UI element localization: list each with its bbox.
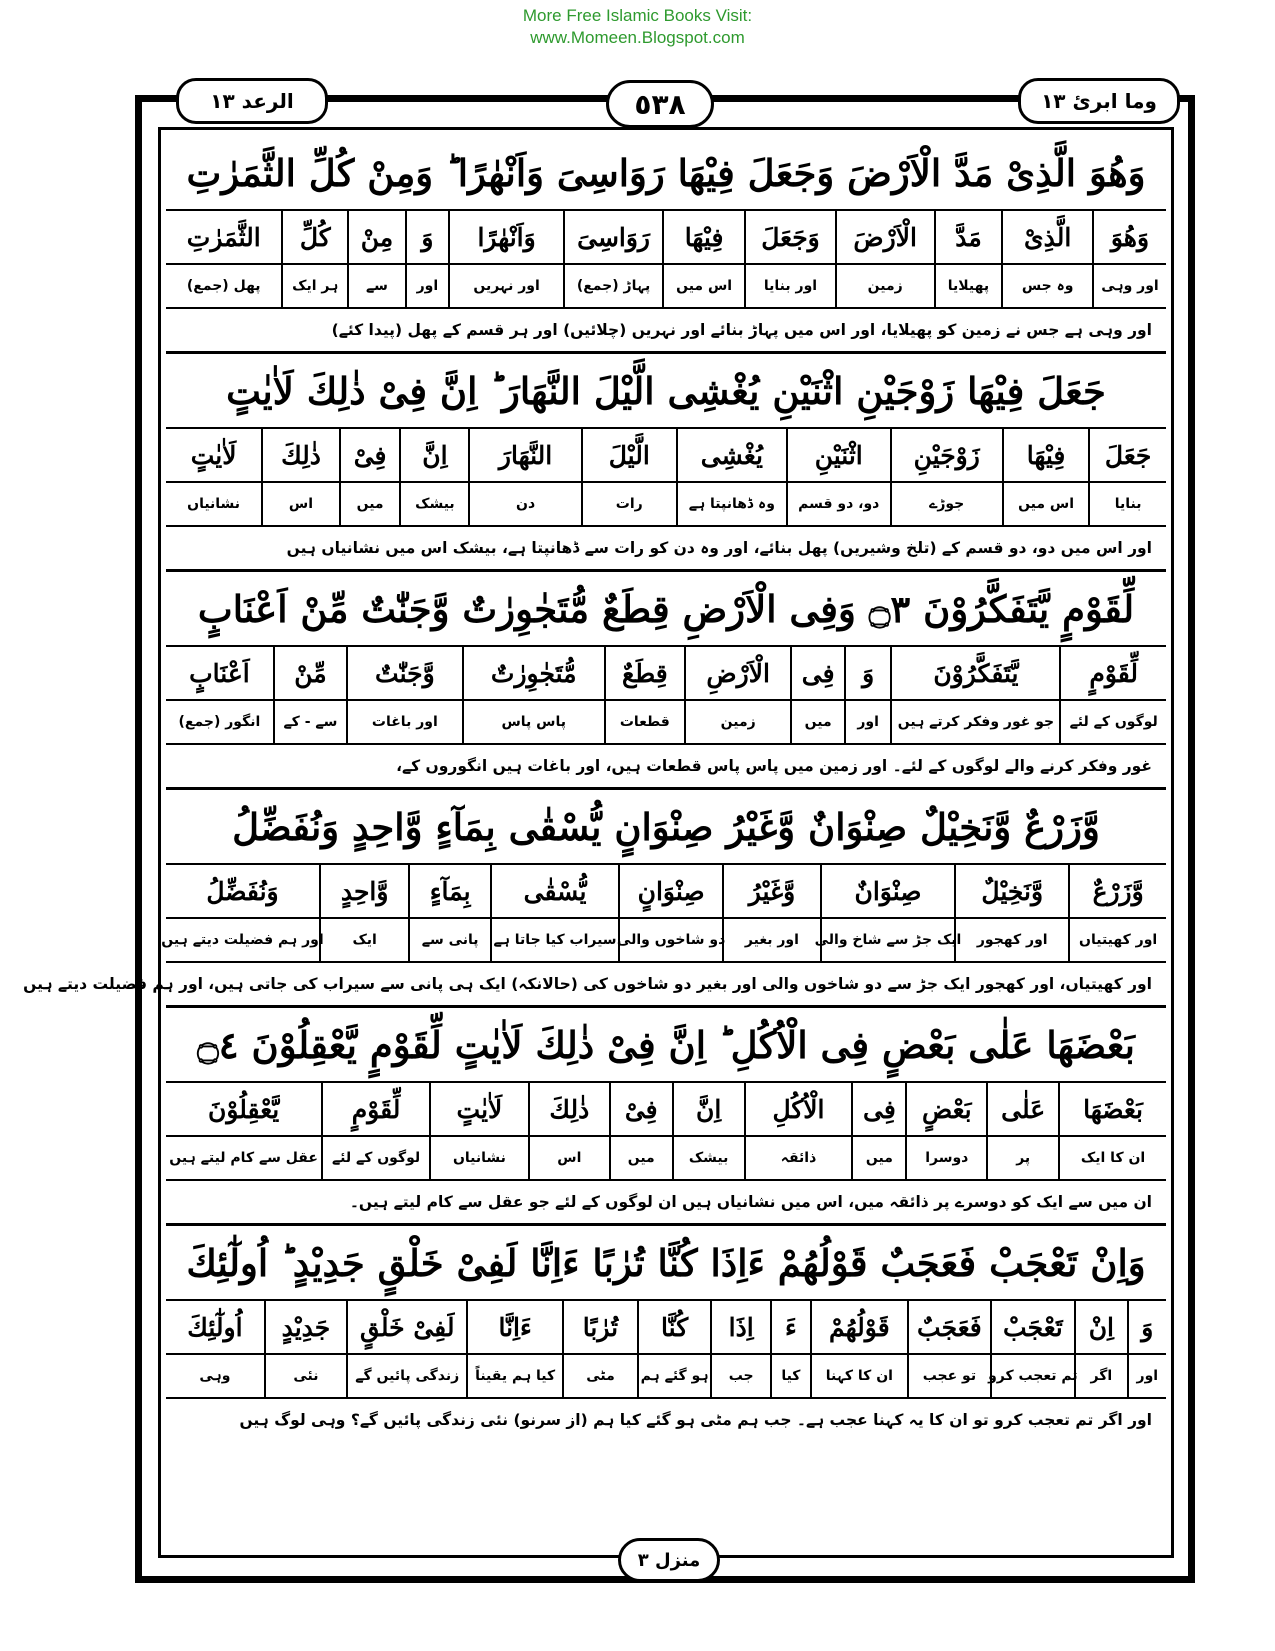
- word-meaning: اور کھیتیاں: [1079, 932, 1158, 948]
- arabic-word: الثَّمَرٰتِ: [166, 211, 281, 265]
- arabic-word: الْاُكُلِ: [746, 1083, 852, 1137]
- word-meaning: اس میں: [676, 278, 733, 294]
- arabic-word: وَاَنْهٰرًا: [450, 211, 563, 265]
- word-cell: [563, 211, 662, 307]
- word-meaning: جب: [728, 1368, 754, 1384]
- arabic-word: زَوْجَيْنِ: [892, 429, 1002, 483]
- verse-block: [166, 572, 1166, 790]
- arabic-verse-line: وَّزَرْعٌ وَّنَخِيْلٌ صِنْوَانٌ وَّغَيْرُ صِنْوَانٍ يُّسْقٰى بِمَآءٍ وَّاحِدٍ وَنُفَضِّلُ: [166, 790, 1166, 865]
- word-cell: [722, 865, 820, 961]
- word-meaning: دن: [516, 496, 536, 512]
- word-cell: [408, 865, 489, 961]
- word-cell: [907, 1301, 990, 1397]
- word-meaning: اس: [288, 496, 314, 512]
- word-meaning: قطعات: [619, 714, 670, 730]
- word-cell: [637, 1301, 710, 1397]
- word-meaning: اور: [416, 278, 439, 294]
- arabic-word: صِنْوَانٍ: [620, 865, 722, 919]
- word-meaning: لوگوں کے لئے: [331, 1150, 421, 1166]
- arabic-word: اِنَّ: [674, 1083, 744, 1137]
- word-meaning: جو غور وفکر کرتے ہیں: [897, 714, 1055, 730]
- word-cell: [339, 429, 399, 525]
- word-meaning: انگور (جمع): [178, 714, 261, 730]
- arabic-word: تَعْجَبْ: [992, 1301, 1074, 1355]
- word-cell: [744, 211, 835, 307]
- word-meaning: زندگی پائیں گے: [355, 1368, 460, 1384]
- word-cell: [676, 429, 786, 525]
- word-meaning: بنایا: [1114, 496, 1142, 512]
- word-cell: [581, 429, 676, 525]
- word-cell: [166, 647, 273, 743]
- word-meaning: کیا ہم یقیناً: [475, 1368, 556, 1384]
- word-by-word-grid: [166, 1083, 1166, 1181]
- promo-line-1[interactable]: More Free Islamic Books Visit:: [522, 6, 753, 25]
- word-cell: [934, 211, 1002, 307]
- word-meaning: سیراب کیا جاتا ہے: [493, 932, 617, 948]
- word-cell: [1127, 1301, 1166, 1397]
- word-meaning: ایک: [352, 932, 377, 948]
- arabic-word: فِى: [853, 1083, 905, 1137]
- word-meaning: تم تعجب کرو: [988, 1368, 1078, 1384]
- word-by-word-grid: [161, 865, 1166, 963]
- arabic-word: ءَ: [772, 1301, 809, 1355]
- arabic-word: فِىْ: [611, 1083, 672, 1137]
- word-cell: [1092, 211, 1166, 307]
- word-meaning: سے - کے: [283, 714, 338, 730]
- word-cell: [562, 1301, 637, 1397]
- word-cell: [744, 1083, 852, 1179]
- word-meaning: نئی: [293, 1368, 319, 1384]
- arabic-word: لِّقَوْمٍ: [323, 1083, 429, 1137]
- word-meaning: اس میں: [1018, 496, 1075, 512]
- word-cell: [988, 1301, 1078, 1397]
- word-cell: [662, 211, 744, 307]
- word-cell: [321, 1083, 429, 1179]
- word-meaning: اگر: [1090, 1368, 1113, 1384]
- verse-block: [166, 354, 1166, 572]
- surah-name-label: الرعد ١٣: [176, 78, 328, 124]
- arabic-word: ءَاِنَّا: [468, 1301, 562, 1355]
- word-cell: [161, 865, 324, 961]
- arabic-word: الْاَرْضَ: [837, 211, 934, 265]
- word-meaning: ان کا ایک: [1080, 1150, 1146, 1166]
- word-meaning: ہو گئے ہم: [640, 1368, 709, 1384]
- arabic-word: عَلٰى: [988, 1083, 1058, 1137]
- word-cell: [429, 1083, 528, 1179]
- arabic-word: فِيْهَا: [664, 211, 744, 265]
- arabic-word: فِى: [792, 647, 843, 701]
- word-meaning: زمین: [867, 278, 903, 294]
- word-cell: [448, 211, 563, 307]
- word-cell: [319, 865, 409, 961]
- word-meaning: نشانیاں: [187, 496, 241, 512]
- word-cell: [786, 429, 890, 525]
- word-meaning: عقل سے کام لیتے ہیں: [169, 1150, 318, 1166]
- word-meaning: اور کھجور: [976, 932, 1048, 948]
- word-meaning: پھل (جمع): [186, 278, 261, 294]
- arabic-word: اَعْنَابٍ: [166, 647, 273, 701]
- word-meaning: پھیلایا: [947, 278, 990, 294]
- word-meaning: زمین: [720, 714, 756, 730]
- arabic-verse-line: بَعْضَهَا عَلٰى بَعْضٍ فِى الْاُكُلِ ؕ اِنَّ فِىْ ذٰلِكَ لَاٰيٰتٍ لِّقَوْمٍ يَّعْقِلُوْنَ ۝٤: [166, 1008, 1166, 1083]
- word-meaning: وہ جس: [1021, 278, 1074, 294]
- word-cell: [166, 1301, 264, 1397]
- arabic-word: بِمَآءٍ: [410, 865, 489, 919]
- word-cell: [347, 211, 405, 307]
- arabic-word: جَدِيْدٍ: [266, 1301, 347, 1355]
- arabic-word: بَعْضَهَا: [1060, 1083, 1166, 1137]
- word-cell: [1002, 429, 1088, 525]
- word-cell: [490, 865, 618, 961]
- arabic-word: اِنَّ: [401, 429, 468, 483]
- word-meaning: میں: [865, 1150, 893, 1166]
- arabic-word: وَجَعَلَ: [746, 211, 835, 265]
- urdu-translation-line: اور اگر تم تعجب کرو تو ان کا یہ کہنا عجب ہے۔ جب ہم مٹی ہو گئے کیا ہم (از سرنو) نئی زندگی پائیں گے؟ وہی لوگ ہیں: [239, 1411, 1152, 1429]
- word-cell: [466, 1301, 562, 1397]
- arabic-word: وَّغَيْرُ: [724, 865, 820, 919]
- word-meaning: پہاڑ (جمع): [576, 278, 651, 294]
- arabic-word: الَّيْلَ: [583, 429, 676, 483]
- arabic-word: وَ: [846, 647, 891, 701]
- word-by-word-grid: [166, 429, 1166, 527]
- word-by-word-grid: [166, 211, 1166, 309]
- arabic-word: لَاٰيٰتٍ: [166, 429, 261, 483]
- word-cell: [1074, 1301, 1127, 1397]
- word-cell: [810, 1301, 908, 1397]
- word-meaning: رات: [615, 496, 643, 512]
- word-cell: [166, 1083, 321, 1179]
- word-cell: [1068, 865, 1166, 961]
- page-number: ٥٣٨: [606, 80, 714, 128]
- arabic-word: وَهُوَ: [1094, 211, 1166, 265]
- word-cell: [835, 211, 934, 307]
- arabic-word: يَّتَفَكَّرُوْنَ: [892, 647, 1059, 701]
- arabic-word: النَّهَارَ: [470, 429, 580, 483]
- arabic-word: لَاٰيٰتٍ: [431, 1083, 528, 1137]
- arabic-word: مُّتَجٰوِرٰتٌ: [464, 647, 604, 701]
- juz-name-label: وما ابرئ ١٣: [1018, 78, 1180, 124]
- word-cell: [790, 647, 843, 743]
- word-meaning: نشانیاں: [452, 1150, 506, 1166]
- arabic-verse-line: وَاِنْ تَعْجَبْ فَعَجَبٌ قَوْلُهُمْ ءَاِذَا كُنَّا تُرٰبًا ءَاِنَّا لَفِىْ خَلْقٍ جَدِيْدٍ ؕ اُولٰٓئِكَ: [166, 1226, 1166, 1301]
- arabic-word: الْاَرْضِ: [686, 647, 791, 701]
- arabic-word: جَعَلَ: [1090, 429, 1166, 483]
- arabic-word: بَعْضٍ: [907, 1083, 986, 1137]
- word-cell: [710, 1301, 770, 1397]
- word-cell: [604, 647, 684, 743]
- arabic-word: مِنْ: [349, 211, 405, 265]
- word-cell: [261, 429, 339, 525]
- word-cell: [166, 429, 261, 525]
- word-cell: [814, 865, 962, 961]
- word-meaning: اور بنایا: [763, 278, 818, 294]
- word-cell: [890, 429, 1002, 525]
- word-meaning: میں: [804, 714, 832, 730]
- word-meaning: دو شاخوں والی: [616, 932, 726, 948]
- word-meaning: اور بغیر: [744, 932, 799, 948]
- arabic-word: اِذَا: [712, 1301, 770, 1355]
- word-cell: [986, 1083, 1058, 1179]
- word-cell: [1088, 429, 1166, 525]
- word-meaning: اس: [557, 1150, 582, 1166]
- arabic-word: صِنْوَانٌ: [822, 865, 954, 919]
- arabic-word: رَوَاسِىَ: [565, 211, 662, 265]
- word-cell: [609, 1083, 672, 1179]
- word-cell: [166, 211, 281, 307]
- word-cell: [405, 211, 448, 307]
- promo-link[interactable]: www.Momeen.Blogspot.com: [530, 28, 745, 47]
- arabic-word: لِّقَوْمٍ: [1061, 647, 1166, 701]
- arabic-word: فِيْهَا: [1004, 429, 1088, 483]
- word-meaning: بیشک: [415, 496, 455, 512]
- word-cell: [281, 211, 347, 307]
- word-by-word-grid: [166, 1301, 1166, 1399]
- arabic-word: مِّنْ: [275, 647, 346, 701]
- arabic-word: اُولٰٓئِكَ: [166, 1301, 264, 1355]
- word-meaning: ان کا کہنا: [825, 1368, 893, 1384]
- arabic-word: اِنْ: [1076, 1301, 1127, 1355]
- word-meaning: اور وہی: [1101, 278, 1159, 294]
- word-cell: [954, 865, 1068, 961]
- urdu-translation-line: اور کھیتیاں، اور کھجور ایک جڑ سے دو شاخوں والی اور بغیر دو شاخوں کی (حالانکہ) ایک ہی پانی سے سیراب کی جاتی ہیں، اور ہم فضیلت دیتے ہیں: [166, 963, 1166, 1008]
- manzil-label: منزل ٣: [618, 1538, 720, 1582]
- verse-blocks: [23, 136, 1166, 1441]
- arabic-word: اثْنَيْنِ: [788, 429, 890, 483]
- urdu-translation-line: اور وہی ہے جس نے زمین کو پھیلایا، اور اس میں پہاڑ بنائے اور نہریں (چلائیں) اور ہر قسم کے پھل (پیدا کئے): [166, 309, 1166, 354]
- verse-block: [166, 136, 1166, 354]
- word-cell: [273, 647, 346, 743]
- arabic-word: فَعَجَبٌ: [909, 1301, 990, 1355]
- arabic-word: قِطَعٌ: [606, 647, 684, 701]
- word-cell: [890, 647, 1059, 743]
- arabic-word: مَدَّ: [936, 211, 1002, 265]
- word-meaning: پانی سے: [421, 932, 479, 948]
- word-meaning: ذائقہ: [780, 1150, 817, 1166]
- word-meaning: جوڑے: [929, 496, 965, 512]
- word-meaning: مٹی: [586, 1368, 615, 1384]
- arabic-verse-line: لِّقَوْمٍ يَّتَفَكَّرُوْنَ ۝٣ وَفِى الْاَرْضِ قِطَعٌ مُّتَجٰوِرٰتٌ وَّجَنّٰتٌ مِّنْ اَعْنَابٍ: [166, 572, 1166, 647]
- arabic-word: ذٰلِكَ: [530, 1083, 609, 1137]
- arabic-word: تُرٰبًا: [564, 1301, 637, 1355]
- verse-block: [166, 1226, 1166, 1441]
- arabic-word: وَنُفَضِّلُ: [166, 865, 319, 919]
- arabic-word: ذٰلِكَ: [263, 429, 339, 483]
- arabic-word: وَّجَنّٰتٌ: [348, 647, 462, 701]
- arabic-word: يُّسْقٰى: [492, 865, 618, 919]
- word-cell: [1001, 211, 1092, 307]
- word-meaning: لوگوں کے لئے: [1069, 714, 1158, 730]
- word-cell: [399, 429, 468, 525]
- word-cell: [346, 647, 462, 743]
- arabic-verse-line: جَعَلَ فِيْهَا زَوْجَيْنِ اثْنَيْنِ يُغْشِى الَّيْلَ النَّهَارَ ؕ اِنَّ فِىْ ذٰلِكَ لَاٰيٰتٍ: [166, 354, 1166, 429]
- word-meaning: اور باغات: [371, 714, 438, 730]
- urdu-translation-line: ان میں سے ایک کو دوسرے پر ذائقہ میں، اس میں نشانیاں ہیں ان لوگوں کے لئے جو عقل سے کام لیتے ہیں۔: [166, 1181, 1166, 1226]
- word-meaning: کیا: [781, 1368, 801, 1384]
- word-meaning: سے: [365, 278, 388, 294]
- word-meaning: اور نہریں: [473, 278, 540, 294]
- arabic-word: يَّعْقِلُوْنَ: [166, 1083, 321, 1137]
- arabic-word: قَوْلُهُمْ: [812, 1301, 908, 1355]
- word-cell: [468, 429, 580, 525]
- word-meaning: اور: [1136, 1368, 1159, 1384]
- word-meaning: پاس پاس: [501, 714, 566, 730]
- word-meaning: دو، دو قسم: [798, 496, 880, 512]
- arabic-word: يُغْشِى: [678, 429, 786, 483]
- word-cell: [462, 647, 604, 743]
- urdu-translation-line: اور اس میں دو، دو قسم کے (تلخ وشیریں) پھل بنائے، اور وہ دن کو رات سے ڈھانپتا ہے، بیشک اس میں نشانیاں ہیں: [166, 527, 1166, 572]
- arabic-word: وَ: [407, 211, 448, 265]
- word-cell: [905, 1083, 986, 1179]
- word-cell: [684, 647, 791, 743]
- word-cell: [844, 647, 891, 743]
- word-meaning: اور: [857, 714, 879, 730]
- arabic-verse-line: وَهُوَ الَّذِىْ مَدَّ الْاَرْضَ وَجَعَلَ فِيْهَا رَوَاسِىَ وَاَنْهٰرًا ؕ وَمِنْ كُلِّ الثَّمَرٰتِ: [166, 136, 1166, 211]
- arabic-word: وَّنَخِيْلٌ: [956, 865, 1068, 919]
- word-cell: [770, 1301, 809, 1397]
- word-cell: [616, 865, 726, 961]
- arabic-word: وَّزَرْعٌ: [1070, 865, 1166, 919]
- word-cell: [346, 1301, 466, 1397]
- arabic-word: وَ: [1129, 1301, 1166, 1355]
- word-meaning: میں: [627, 1150, 655, 1166]
- arabic-word: كُنَّا: [639, 1301, 710, 1355]
- word-cell: [1059, 647, 1166, 743]
- verse-block: [166, 1008, 1166, 1226]
- word-meaning: وہی: [199, 1368, 231, 1384]
- arabic-word: الَّذِىْ: [1003, 211, 1092, 265]
- word-meaning: وہ ڈھانپتا ہے: [688, 496, 775, 512]
- word-meaning: تو عجب: [922, 1368, 977, 1384]
- arabic-word: وَّاحِدٍ: [321, 865, 409, 919]
- arabic-word: لَفِىْ خَلْقٍ: [348, 1301, 466, 1355]
- word-meaning: بیشک: [688, 1150, 729, 1166]
- arabic-word: فِىْ: [341, 429, 399, 483]
- arabic-word: كُلِّ: [283, 211, 347, 265]
- word-meaning: دوسرا: [925, 1150, 969, 1166]
- verse-block: [23, 790, 1166, 1008]
- word-cell: [528, 1083, 609, 1179]
- word-meaning: میں: [356, 496, 384, 512]
- word-by-word-grid: [166, 647, 1166, 745]
- word-cell: [264, 1301, 347, 1397]
- word-meaning: ہر ایک: [292, 278, 339, 294]
- word-meaning: ایک جڑ سے شاخ والی: [814, 932, 962, 948]
- word-cell: [851, 1083, 905, 1179]
- word-meaning: پر: [1016, 1150, 1031, 1166]
- word-cell: [1058, 1083, 1166, 1179]
- word-meaning: اور ہم فضیلت دیتے ہیں: [161, 932, 324, 948]
- urdu-translation-line: غور وفکر کرنے والے لوگوں کے لئے۔ اور زمین میں پاس پاس قطعات ہیں، اور باغات ہیں انگوروں کے،: [166, 745, 1166, 790]
- word-cell: [672, 1083, 744, 1179]
